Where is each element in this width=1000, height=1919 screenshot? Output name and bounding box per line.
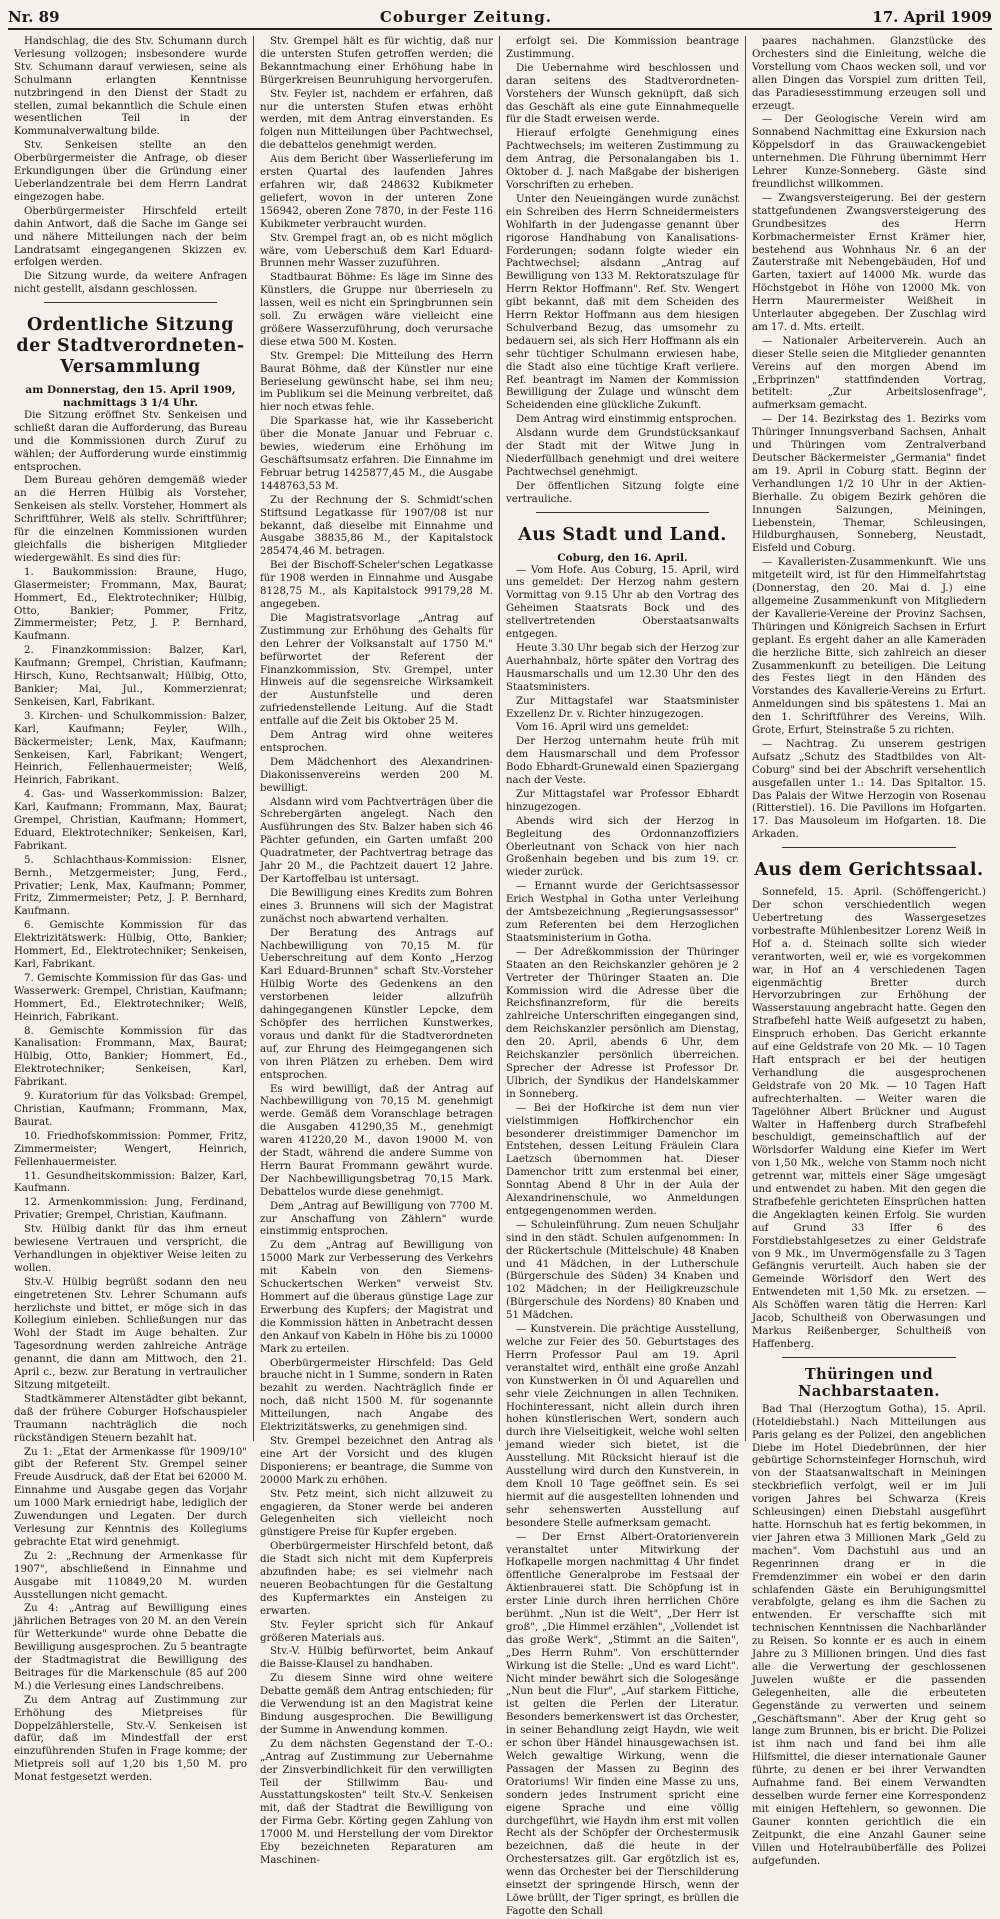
paragraph: Zu 4: „Antrag auf Bewilligung eines jährlichen Betrages von 20 M. an den Verein für Wetterkunde" wurde ohne Debatte die Bewilligung ausgesprochen. Zu 5 beantragte der Stadtmagistrat die Bewilligung des Beitrages für die Markenschule (85 auf 200 M.) die Verlesung eines Landschreibens. <box>14 1603 247 1692</box>
section-heading: Aus dem Gerichtssaal. <box>754 860 984 881</box>
newspaper-title: Coburger Zeitung. <box>379 8 552 26</box>
paragraph: Alsdann wurde dem Grundstücksankauf der Stadt mit der Witwe Jung in Niederfüllbach genehmigt und drei weitere Pachtwechsel genehmigt. <box>506 428 739 478</box>
section-heading: Thüringen und Nachbarstaaten. <box>798 1365 940 1400</box>
paragraph: Der öffentlichen Sitzung folgte eine vertrauliche. <box>506 480 739 505</box>
divider <box>44 302 217 303</box>
column-1 <box>8 36 254 1784</box>
paragraph: Zu dem „Antrag auf Bewilligung von 15000 Mark zur Verbesserung des Verkehrs mit Kabeln von den Siemens-Schuckertschen Werken" verweist Stv. Hommert auf die überaus günstige Lage zur Erwerbung des Kupfers; der Magistrat und die Kommission hätten in Anbetracht dessen den Ankauf von Kabeln in Höhe bis zu 10000 Mark zu erteilen. <box>260 1240 493 1355</box>
paragraph: Der Herzog unternahm heute früh mit dem Hausmarschall und dem Professor Bodo Ebhardt-Grunewald einen Spaziergang nach der Veste. <box>506 736 739 787</box>
paragraph: 4. Gas- und Wasserkommission: Balzer, Karl, Kaufmann; Frommann, Max, Baurat; Grempel, Christian, Kaufmann; Hommert, Eduard, Elektrotechniker; Senkeisen, Karl, Fabrikant. <box>14 789 247 852</box>
paragraph: Stadtbaurat Böhme: Es läge im Sinne des Künstlers, die Gruppe nur überrieseln zu lassen, weil es nicht ein Springbrunnen sein soll. Zu erwägen wäre vielleicht eine größere Wasserzuführung, doch verursache diese etwa 500 M. Kosten. <box>260 272 493 348</box>
column-3 <box>500 36 746 1917</box>
paragraph: Dem „Antrag auf Bewilligung von 7700 M. zur Anschaffung von Zählern" wurde einstimmig entsprochen. <box>260 1200 493 1238</box>
paragraph: — Ernannt wurde der Gerichtsassessor Erich Westphal in Gotha unter Verleihung der Amtsbezeichnung „Regierungsassessor" zum Referenten bei dem Herzoglichen Staatsministerium in Gotha. <box>506 881 739 944</box>
paragraph: Stv. Senkeisen stellte an den Oberbürgermeister die Anfrage, ob dieser Erkundigungen über die Gründung einer Ueberlandzentrale bei dem Herrn Landrat eingezogen habe. <box>14 140 247 203</box>
paragraph: Zu dem nächsten Gegenstand der T.-O.: „Antrag auf Zustimmung zur Uebernahme der Zinsverbindlichkeit für den verwilligten Teil der Stillwimm Bau- und Ausstattungskosten" teilt Stv.-V. Senkeisen mit, daß der Stadtrat die Bewilligung von der Firma Gebr. Körting gegen Zahlung von 17000 M. und Herstellung der vom Direktor Eby bezeichneten Reparaturen am Maschinen- <box>260 1738 493 1866</box>
paragraph: Dem Antrag wird einstimmig entsprochen. <box>516 414 737 426</box>
paragraph: — Nachtrag. Zu unserem gestrigen Aufsatz „Schutz des Stadtbildes von Alt-Coburg" sind bei der Abschrift versehentlich ausgefallen unter 1.: 14. Das Spitaltor. 15. Das Palais der Witwe Herzogin von Rosenau (Ritterstiel). 16. Die Pavillons im Hofgarten. 17. Das Mausoleum im Hofgarten. 18. Die Arkaden. <box>752 738 986 841</box>
paragraph: — Der Ernst Albert-Oratorienverein veranstaltet unter Mitwirkung der Hofkapelle morgen nachmittag 4 Uhr findet öffentliche Generalprobe im Festsaal der Aktienbrauerei statt. Die Schöpfung ist in erster Linie durch ihren herrlichen Chöre berühmt. „Nun ist die Welt", „Der Herr ist groß", „Die Himmel erzählen", „Vollendet ist das große Werk", „Stimmt an die Saiten", „Des Herrn Ruhm". Von erschütternder Wirkung ist die Stelle: „Und es ward Licht". Nicht minder bewährt sich die Sologesänge „Nun beut die Flur", „Auf starkem Fittiche, ist gelten die Perlen der Literatur. Besonders bemerkenswert ist das Orchester, in seiner Behandlung zeigt Haydn, wie weit er schon über Händel hinausgewachsen ist. Welch gewaltige Wirkung, wenn die Passagen der Massen zu Beginn des Oratoriums! Wir finden eine Masse zu uns, sondern jedes Instrument spricht eine eigene Sprache und eine völlig durchgeführt, wie Haydn ihm erst mit vollen Recht als der Schöpfer der Orchestermusik bezeichnen, daß die heute in der Orchestersatzes gilt. Gar ergötzlich ist es, wenn das Orchester bei der Tierschilderung einsetzt der springende Hirsch, wenn der Löwe brüllt, der Tiger springt, es brüllen die Fagotte den Schall <box>506 1531 739 1917</box>
paragraph: 7. Gemischte Kommission für das Gas- und Wasserwerk: Grempel, Christian, Kaufmann; Hommert, Ed., Elektrotechniker; Welß, Heinrich, Fabrikant. <box>14 972 247 1023</box>
paragraph: Die Uebernahme wird beschlossen und daran seitens des Stadtverordneten-Vorstehers der Wunsch geknüpft, daß sich das Geschäft als eine gute Einnahmequelle für die Stadt erweisen werde. <box>506 62 739 126</box>
section-subheading: am Donnerstag, den 15. April 1909, nachmittags 3 1/4 Uhr. <box>25 384 236 410</box>
paragraph: 5. Schlachthaus-Kommission: Elsner, Bernh., Metzgermeister; Jung, Ferd., Privatier; Lenk, Max, Kaufmann; Pommer, Fritz, Zimmermeister; Petz, J. P. Bernhard, Kaufmann. <box>14 854 247 918</box>
paragraph: Dem Antrag wird ohne weiteres entsprochen. <box>260 730 493 754</box>
paragraph: Vom 16. April wird uns gemeldet: <box>516 722 690 734</box>
paragraph: Oberbürgermeister Hirschfeld erteilt dahin Antwort, daß die Sache im Gange sei und nähere Mitteilungen nach der beim Landratsamt eingegangenen Skizzen ev. erfolgen werden. <box>14 205 247 269</box>
paragraph: Bad Thal (Herzogtum Gotha), 15. April. (Hoteldiebstahl.) Nach Mitteilungen aus Paris gelang es der Polizei, den angeblichen Diebe im Hotel Diedebrünnen, der hier gebürtige Schornsteinfeger Hornschuh, wird von der Staatsanwaltschaft in Meiningen steckbrieflich verfolgt, weil er im Juli vorigen Jahres bei Schwarza (Kreis Schleusingen) einen Diebstahl ausgeführt hatte. Hornschuh hat es fertig bekommen, in vier Jahren etwa 3 Millionen Mark „Geld zu machen". Vom Dachstuhl aus und an Regenrinnen drang er in die Fremdenzimmer ein wobei er den darin schlafenden Gäste ein Beruhigungsmittel verabfolgte, gelang es ihm die Sachen zu entwenden. Er verschaffte sich mit technischen Kenntnissen die Nachbarländer zu Reisen. So konnte er es auch in einem Jahre zu 3 Millionen bringen. Und dies fast alle die Verwertung der geschlossenen Juwelen wußte er die passenden Gelegenheiten, alle die erbeuteten Gegenstände zu verwerten und seinem „Geschäftsmann". Aber der Krug geht so lange zum Brunnen, bis er bricht. Die Polizei ist ihm nach und fand bei ihm alle Hilfsmittel, die dieser internationale Gauner führte, zu denen er bei ihrer Verwandten Aufnahme fand. Bei einem Verwandten desselben wurde ferner eine Korrespondenz mit einigen Heftehlern, so gewonnen. Die Gauner konnten gerichtlich die ein Zeitpunkt, die eine Anzahl Gauner seine Villen und Hotelraubüberfälle des Polizei aufgefunden. <box>752 1403 986 1867</box>
paragraph: Stv. Feyler spricht sich für Ankauf größeren Materials aus. <box>260 1619 493 1644</box>
paragraph: 6. Gemischte Kommission für das Elektrizitätswerk: Hülbig, Otto, Bankier; Hommert, Ed., Elektrotechniker; Senkeisen, Karl, Fabrikant. <box>14 920 247 970</box>
paragraph: Stv. Hülbig dankt für das ihm erneut bewiesene Vertrauen und verspricht, die Verhandlungen in objektiver Weise leiten zu wollen. <box>14 1224 247 1274</box>
divider <box>782 1357 956 1358</box>
paragraph: 3. Kirchen- und Schulkommission: Balzer, Karl, Kaufmann; Feyler, Wilh., Bäckermeister; Lenk, Max, Kaufmann; Senkeisen, Karl, Fabrikant; Wengert, Heinrich, Fellenhauermeister; Welß, Heinrich, Fabrikant. <box>14 710 247 787</box>
paragraph: Zu 1: „Etat der Armenkasse für 1909/10" gibt der Referent Stv. Grempel seiner Freude Ausdruck, daß der Etat bei 62000 M. Einnahme und Ausgabe gegen das Vorjahr um 1000 Mark erniedrigt habe, lediglich der Zuwendungen und Legaten. Der durch Verlesung zur Kenntnis des Kollegiums gebrachte Etat wird genehmigt. <box>14 1446 247 1548</box>
paragraph: Stv.-V. Hülbig begrüßt sodann den neu eingetretenen Stv. Lehrer Schumann aufs herzlichste und bittet, er möge sich in das Kollegium einleben. Schließungen nur das Wohl der Stadt im Auge behalten. Zur Tagesordnung werden zahlreiche Anträge genannt, die dann am Mittwoch, den 21. April c., bezw. zur Beratung in vertraulicher Sitzung mitgeteilt. <box>14 1276 247 1391</box>
paragraph: Abends wird sich der Herzog in Begleitung des Ordonnanzoffiziers Oberleutnant von Schack von hier nach Großenhain begeben und bis zum 19. cr. wieder zurück. <box>506 815 739 879</box>
paragraph: Zu dem Antrag auf Zustimmung zur Erhöhung des Mietpreises für Doppelzählerstelle, Stv.-V. Senkeisen ist dafür, daß im Mindestfall der erst einzuführenden Stufen in Frage komme; der Mietpreis soll auf 1,20 bis 1,50 M. pro Monat festgesetzt werden. <box>14 1694 247 1784</box>
paragraph: Bei der Bischoff-Scheler'schen Legatkasse für 1908 werden in Einnahme und Ausgabe 8128,75 M., als Kapitalstock 99179,28 M. angegeben. <box>260 560 493 610</box>
issue-date: 17. April 1909 <box>872 8 992 26</box>
paragraph: — Der 14. Bezirkstag des 1. Bezirks vom Thüringer Innungsverband Sachsen, Anhalt und Thüringen vom Zentralverband Deutscher Bäckermeister „Germania" findet am 19. April in Coburg statt. Beginn der Verhandlungen 1/2 10 Uhr in der Aktien-Bierhalle. Zu obigem Bezirk gehören die Innungen Salzungen, Meiningen, Liebenstein, Themar, Schleusingen, Hildburghausen, Sonneberg, Neustadt, Eisfeld und Coburg. <box>752 414 986 555</box>
paragraph: 11. Gesundheitskommission: Balzer, Karl, Kaufmann. <box>14 1170 247 1195</box>
paragraph: Stv. Grempel fragt an, ob es nicht möglich wäre, vom Ueberschuß dem Karl Eduard-Brunnen mehr Wasser zuzuführen. <box>260 232 493 270</box>
paragraph: Stv. Grempel: Die Mitteilung des Herrn Baurat Böhme, daß der Künstler nur eine Berieselung gewünscht habe, sei ihm neu; im Publikum sei die Meinung verbreitet, daß hier noch etwas fehle. <box>260 350 493 414</box>
paragraph: — Nationaler Arbeiterverein. Auch an dieser Stelle seien die Mitglieder genannten Vereins auf den morgen Abend im „Erbprinzen" stattfindenden Vortrag, betitelt: „Zur Arbeitslosenfrage", aufmerksam gemacht. <box>752 335 986 412</box>
paragraph: Handschlag, die des Stv. Schumann durch Verlesung vollzogen; insbesondere wurde Stv. Schumann darauf verwiesen, seine als Schulmann erlangten Kenntnisse nutzbringend in den Dienst der Stadt zu stellen, zumal bekanntlich die Schule einen wesentlichen Teil in der Kommunalverwaltung bilde. <box>14 36 247 138</box>
paragraph: — Schuleinführung. Zum neuen Schuljahr sind in den städt. Schulen aufgenommen: In der Rückertschule (Mittelschule) 48 Knaben und 41 Mädchen, in der Lutherschule (Bürgerschule des Süden) 34 Knaben und 102 Mädchen; in der Heiligkreuzschule (Bürgerschule des Nordens) 80 Knaben und 51 Mädchen. <box>506 1219 739 1322</box>
paragraph: Stv. Grempel bezeichnet den Antrag als eine Art der Vorsicht und des klugen Disponierens; er beantrage, die Summe von 20000 Mark zu erhöhen. <box>260 1435 493 1486</box>
paragraph: Zu der Rechnung der S. Schmidt'schen Stiftsund Legatkasse für 1907/08 ist nur bekannt, daß dieselbe mit Einnahme und Ausgabe 38835,86 M., der Kapitalstock 285474,46 M. betragen. <box>260 494 493 558</box>
paragraph: Die Sitzung eröffnet Stv. Senkeisen und schließt daran die Aufforderung, das Bureau und die Kommissionen durch Zuruf zu wählen; der Aufforderung wurde einstimmig entsprochen. <box>14 409 247 473</box>
paragraph: Die Magistratsvorlage „Antrag auf Zustimmung zur Erhöhung des Gehalts für den Lehrer der Volksanstalt auf 1750 M." befürwortet der Referent der Finanzkommission, Stv. Grempel, unter Hinweis auf die segensreiche Wirksamkeit der Austunfstelle und deren zufriedenstellende Leitung. Auf die Stadt entfalle auf die Zeit bis Oktober 25 M. <box>260 612 493 728</box>
paragraph: Dem Bureau gehören demgemäß wieder an die Herren Hülbig als Vorsteher, Senkeisen als stellv. Vorsteher, Hommert als Schriftführer, Welß als stellv. Schriftführer; für die einzelnen Kommissionen wurden gleichfalls die bisherigen Mitglieder wiedergewählt. Es sind dies für: <box>14 475 247 564</box>
paragraph: Die Sparkasse hat, wie ihr Kassebericht über die Monate Januar und Februar c. bewies, wiederum eine Erhöhung im Geschäftsumsatz erfahren. Die Einnahme im Februar betrug 1425877,45 M., die Ausgabe 1448763,53 M. <box>260 416 493 492</box>
paragraph: Zur Mittagstafel war Staatsminister Exzellenz Dr. v. Richter hinzugezogen. <box>506 695 739 720</box>
paragraph: — Bei der Hofkirche ist dem nun vier vielstimmigen Hoffkirchenchor ein besonderer dreistimmiger Damenchor im Entstehen, dessen Leitung Fräulein Clara Laetzsch übernommen hat. Dieser Damenchor tritt zum erstenmal bei einer, Sonntag Abend 8 Uhr in der Aula der Alexandrinenschule, wo Anmeldungen entgegengenommen werden. <box>506 1102 739 1217</box>
issue-number: Nr. 89 <box>8 8 60 26</box>
paragraph: Der Beratung des Antrags auf Nachbewilligung von 70,15 M. für Ueberschreitung auf dem Konto „Herzog Karl Eduard-Brunnen" schaft Stv.-Vorsteher Hülbig Worte des Gedenkens an den verstorbenen leider allzufrüh dahingegangenen Künstler Lepcke, dem Schöpfer des herrlichen Kunstwerkes, voraus und dankt für die Stadtverordneten auf, zur Ehrung des Heimgegangenen sich von ihren Plätzen zu erheben. Dem wird entsprochen. <box>260 927 493 1081</box>
paragraph: 1. Baukommission: Braune, Hugo, Glasermeister; Frommann, Max, Baurat; Hommert, Ed., Elektrotechniker; Hülbig, Otto, Bankier; Pommer, Fritz, Zimmermeister; Petz, J. P. Bernhard, Kaufmann. <box>14 566 247 643</box>
paragraph: Zur Mittagstafel war Professor Ebhardt hinzugezogen. <box>506 788 739 813</box>
section-heading: Ordentliche Sitzung der Stadtverordneten-Versammlung <box>16 315 245 378</box>
paragraph: Stv.-V. Hülbig befürwortet, beim Ankauf die Baisse-Klausel zu handhaben. <box>260 1646 493 1671</box>
paragraph: — Vom Hofe. Aus Coburg, 15. April, wird uns gemeldet: Der Herzog nahm gestern Vormittag von 9.15 Uhr ab den Vortrag des Geheimen Staatsrats Bock und des stellvertretenden Oberstaatsanwalts entgegen. <box>506 564 739 641</box>
paragraph: — Kavalleristen-Zusammenkunft. Wie uns mitgeteilt wird, ist für den Himmelfahrtstag (Donnerstag, den 20. Mai d. J.) eine allgemeine Zusammenkunft von Mitgliedern der Kavallerie-Vereine der Provinz Sachsen, Thüringen und Königreich Sachsen in Erfurt geplant. Es ergeht daher an alle Kameraden die herzliche Bitte, sich zahlreich an dieser Zusammenkunft zu beteiligen. Die Leitung des Festes liegt in den Händen des Vorstandes des Kavallerie-Vereins zu Erfurt. Anmeldungen sind bis spätestens 1. Mai an den 1. Schriftführer des Vereins, Wilh. Grote, Erfurt, Steinstraße 5 zu richten. <box>752 557 986 737</box>
paragraph: Stv. Feyler ist, nachdem er erfahren, daß nur die untersten Stufen etwas erhöht werden, mit dem Antrag einverstanden. Es folgen nun Mitteilungen über Pachtwechsel, die debattelos genehmigt werden. <box>260 88 493 152</box>
paragraph: — Zwangsversteigerung. Bei der gestern stattgefundenen Zwangsversteigerung des Grundbesitzes des Herrn Korbmachermeister Ernst Krämer hier, bestehend aus Wohnhaus Nr. 6 an der Zauterstraße mit Nebengebäuden, Hof und Garten, taxiert auf 14000 Mk. wurde das Höchstgebot in Höhe von 12000 Mk. von Herrn Maurermeister Weißheit in Unterlauter abgegeben. Der Zuschlag wird am 17. d. Mts. erteilt. <box>752 192 986 333</box>
paragraph: Alsdann wird vom Pachtverträgen über die Schrebergärten angelegt. Nach den Ausführungen des Stv. Balzer haben sich 46 Pächter gefunden, ein Garten umfaßt 200 Quadratmeter, der Pachtvertrag betrage das Jahr 20 M., die Pachtzeit dauert 12 Jahre. Der Kartoffelbau ist untersagt. <box>260 796 493 885</box>
article-columns <box>8 36 992 1917</box>
paragraph: Es wird bewilligt, daß der Antrag auf Nachbewilligung von 70,15 M. genehmigt werde. Gemäß dem Voranschlage betragen die Ausgaben 41290,35 M., genehmigt waren 41220,20 M., davon 19000 M. von der Stadt, während die andere Summe von Herrn Baurat Frommann gewährt wurde. Der Nachbewilligungsbetrag 70,15 Mark. Debattelos wurde diese genehmigt. <box>260 1083 493 1198</box>
paragraph: 8. Gemischte Kommission für das Kanalisation: Frommann, Max, Baurat; Hülbig, Otto, Bankier; Hommert, Ed., Elektrotechniker; Senkeisen, Karl, Fabrikant. <box>14 1025 247 1089</box>
column-2 <box>254 36 500 1866</box>
paragraph: paares nachahmen. Glanzstücke des Orchesters sind die Einleitung, welche die Vorstellung vom Chaos wecken soll, und vor allen Dingen das Vorspiel zum dritten Teil, das Paradiesesstimmung erzeugen soll und erzeugt. <box>752 36 986 112</box>
paragraph: Heute 3.30 Uhr begab sich der Herzog zur Auerhahnbalz, hörte später den Vortrag des Hausmarschalls und um 12.30 Uhr den des Staatsministers. <box>506 642 739 693</box>
paragraph: Stadtkämmerer Altenstädter gibt bekannt, daß der frühere Coburger Hofschauspieler Traumann nachträglich die noch rückständigen Steuern bezahlt hat. <box>14 1393 247 1444</box>
page-header <box>8 6 992 30</box>
paragraph: — Kunstverein. Die prächtige Ausstellung, welche zur Feier des 50. Geburtstages des Herrn Professor Paul am 19. April veranstaltet wird, enthält eine große Anzahl von Kunstwerken in Öl und Aquarellen und sehr viele Zeichnungen in allen Techniken. Hochinteressant, nicht allein durch ihren hohen künstlerischen Wert, sondern auch durch ihre Vielseitigkeit, welche wohl selten jemand wieder sich bietet, ist die Ausstellung. Mit Rücksicht hierauf ist die Ausstellung wird durch den Kunstverein, in dem Knoll 10 Tage geöffnet sein. Es sei hiermit auf die ausgestellten lohnenden und sehr sehenswerten Ausstellung auf besondere Stelle aufmerksam gemacht. <box>506 1324 739 1529</box>
divider <box>782 847 956 848</box>
paragraph: Zu 2: „Rechnung der Armenkasse für 1907", abschließend in Einnahme und Ausgabe mit 110849,20 M. wurden Ausstellungen nicht gemacht. <box>14 1550 247 1601</box>
paragraph: Oberbürgermeister Hirschfeld: Das Geld brauche nicht in 1 Summe, sondern in Raten bezahlt zu werden. Nachträglich finde er noch, daß nicht 1500 M. für sogenannte Mitteilungen, nach Angabe des Elektrizitätswerks, zu genehmigen sind. <box>260 1357 493 1434</box>
paragraph: Unter den Neueingängen wurde zunächst ein Schreiben des Herrn Schneidermeisters Wohlfarth in der Judengasse genannt über rigorose Handhabung von Kanalisations-Forderungen; sodann folgte wieder ein Pachtwechsel; alsdann „Antrag auf Bewilligung von 133 M. Rektoratszulage für Herrn Rektor Hoffmann". Ref. Stv. Wengert gibt bekannt, daß mit dem Scheiden des Herrn Rektor Hoffmann aus dem hiesigen Schulverband Bezug, das umsomehr zu bedauern sei, als sich Herr Hoffmann als ein sehr tüchtiger Schulmann erwiesen habe, die Stadt also eine tüchtige Kraft verliere. Ref. beantragt im Namen der Kommission Bewilligung der Zulage und wünscht dem Scheidenden eine glückliche Zukunft. <box>506 193 739 412</box>
paragraph: Oberbürgermeister Hirschfeld betont, daß die Stadt sich nicht mit dem Kupferpreis abzufinden habe; es sei vielmehr nach neueren Beobachtungen für die Gestaltung des Kupfermarktes ein Ansteigen zu erwarten. <box>260 1541 493 1617</box>
paragraph: Die Sitzung wurde, da weitere Anfragen nicht gestellt, alsdann geschlossen. <box>14 271 247 296</box>
paragraph: Die Bewilligung eines Kredits zum Bohren eines 3. Brunnens will sich der Magistrat zunächst noch abwartend verhalten. <box>260 887 493 925</box>
paragraph: Stv. Petz meint, sich nicht allzuweit zu engagieren, da Stoner werde bei anderen Gelegenheiten sich vielleicht noch günstigere Preise für Kupfer ergeben. <box>260 1488 493 1539</box>
dateline: Coburg, den 16. April. <box>557 551 688 564</box>
paragraph: 9. Kuratorium für das Volksbad: Grempel, Christian, Kaufmann; Frommann, Max, Baurat. <box>14 1091 247 1128</box>
paragraph: Sonnefeld, 15. April. (Schöffengericht.) Der schon verschiedentlich wegen Uebertretung des Wassergesetzes vorbestrafte Mühlenbesitzer Lorenz Weiß in Hof a. d. Steinach sollte sich wieder verantworten, weil er, wie es vorgekommen war, in Hof an 4 verschiedenen Tagen eigenmächtig Bretter durch Hervorzubringen zur Erhöhung der Wasserstauung angebracht hatte. Gegen den Strafbefehl hatte Weiß aufgesetzt zu haben, Einspruch erhoben. Das Gericht erkannte auf eine Geldstrafe von 20 Mk. — 10 Tagen Haft entsprach er bei der heutigen Verhandlung die ausgesprochenen Geldstrafe von 20 Mk. — 10 Tagen Haft aufrechterhalten. — Weiter waren die Tagelöhner Albert Brückner und August Walter in Haffenberg durch Strafbefehl beschuldigt, gemeinschaftlich auf der Wörlsdorfer Waldung eine Kiefer im Wert von 1,50 Mk., welche von Stamm noch nicht getrennt war, mittels einer Säge umgesägt und entwendet zu haben. Mit den gegen die Strafbefehle gerichteten Einsprüchen hatten die Angeklagten keinen Erfolg. Sie wurden auf Grund 33 Iffer 6 des Forstdiebstahlgesetzes zu einer Geldstrafe von 9 Mk., im Unvermögensfalle zu 3 Tagen Gefängnis verurteilt. Auch haben sie der Gemeinde Wörlsdorf den Wert des Entwendeten mit 1,50 Mk. zu ersetzen. — Als Schöffen waren tätig die Herren: Karl Jacob, Schultheiß von Oberwasungen und Markus Reißenberger, Schultheiß von Haffenberg. <box>752 887 986 1350</box>
section-heading: Aus Stadt und Land. <box>518 524 727 545</box>
paragraph: 10. Friedhofskommission: Pommer, Fritz, Zimmermeister; Wengert, Heinrich, Fellenhauermeister. <box>14 1130 247 1168</box>
paragraph: 12. Armenkommission: Jung, Ferdinand, Privatier; Grempel, Christian, Kaufmann. <box>14 1197 247 1222</box>
paragraph: — Der Adreßkommission der Thüringer Staaten an den Reichskanzler gehören je 2 Vertreter der Thüringer Staaten an. Die Kommission wird die Adresse über die Reichsfinanzreform, für die bereits zahlreiche Unterschriften eingegangen sind, dem Reichskanzler persönlich am Dienstag, den 20. April, abends 6 Uhr, dem Reichskanzler persönlich überreichen. Sprecher der Adresse ist Professor Dr. Ulbrich, der Syndikus der Handelskammer in Sonneberg. <box>506 946 739 1100</box>
paragraph: Hierauf erfolgte Genehmigung eines Pachtwechsels; im weiteren Zustimmung zu dem Antrag, die Personalangaben bis 1. Oktober d. J. nach Maßgabe der bisherigen Vorschriften zu erheben. <box>506 128 739 191</box>
divider <box>536 512 709 513</box>
paragraph: Dem Mädchenhort des Alexandrinen-Diakonissenvereins werden 200 M. bewilligt. <box>260 756 493 794</box>
paragraph: — Der Geologische Verein wird am Sonnabend Nachmittag eine Exkursion nach Köppelsdorf in das Grauwackengebiet unternehmen. Die Führung übernimmt Herr Lehrer Kunze-Sonneberg. Gäste sind freundlichst willkommen. <box>752 114 986 190</box>
paragraph: erfolgt sei. Die Kommission beantrage Zustimmung. <box>506 36 739 60</box>
paragraph: 2. Finanzkommission: Balzer, Karl, Kaufmann; Grempel, Christian, Kaufmann; Hirsch, Kuno, Rechtsanwalt; Hülbig, Otto, Bankier; Mai, Jul., Kommerzienrat; Senkeisen, Karl, Fabrikant. <box>14 645 247 708</box>
column-4 <box>746 36 992 1867</box>
paragraph: Stv. Grempel hält es für wichtig, daß nur die untersten Stufen getroffen werden; die Bekanntmachung einer Erhöhung habe in Bürgerkreisen Beunruhigung hervorgerufen. <box>260 36 493 86</box>
paragraph: Aus dem Bericht über Wasserlieferung im ersten Quartal des laufenden Jahres erfahren wir, daß 248632 Kubikmeter geliefert, wovon in der unteren Zone 156942, oberen Zone 7870, in der Feste 116 Kubikmeter verbraucht wurden. <box>260 154 493 230</box>
paragraph: Zu diesem Sinne wird ohne weitere Debatte gemäß dem Antrag entschieden; für die Verwendung ist an den Magistrat keine Bindung ausgesprochen. Die Bewilligung der Summe in Anwendung kommen. <box>260 1673 493 1736</box>
